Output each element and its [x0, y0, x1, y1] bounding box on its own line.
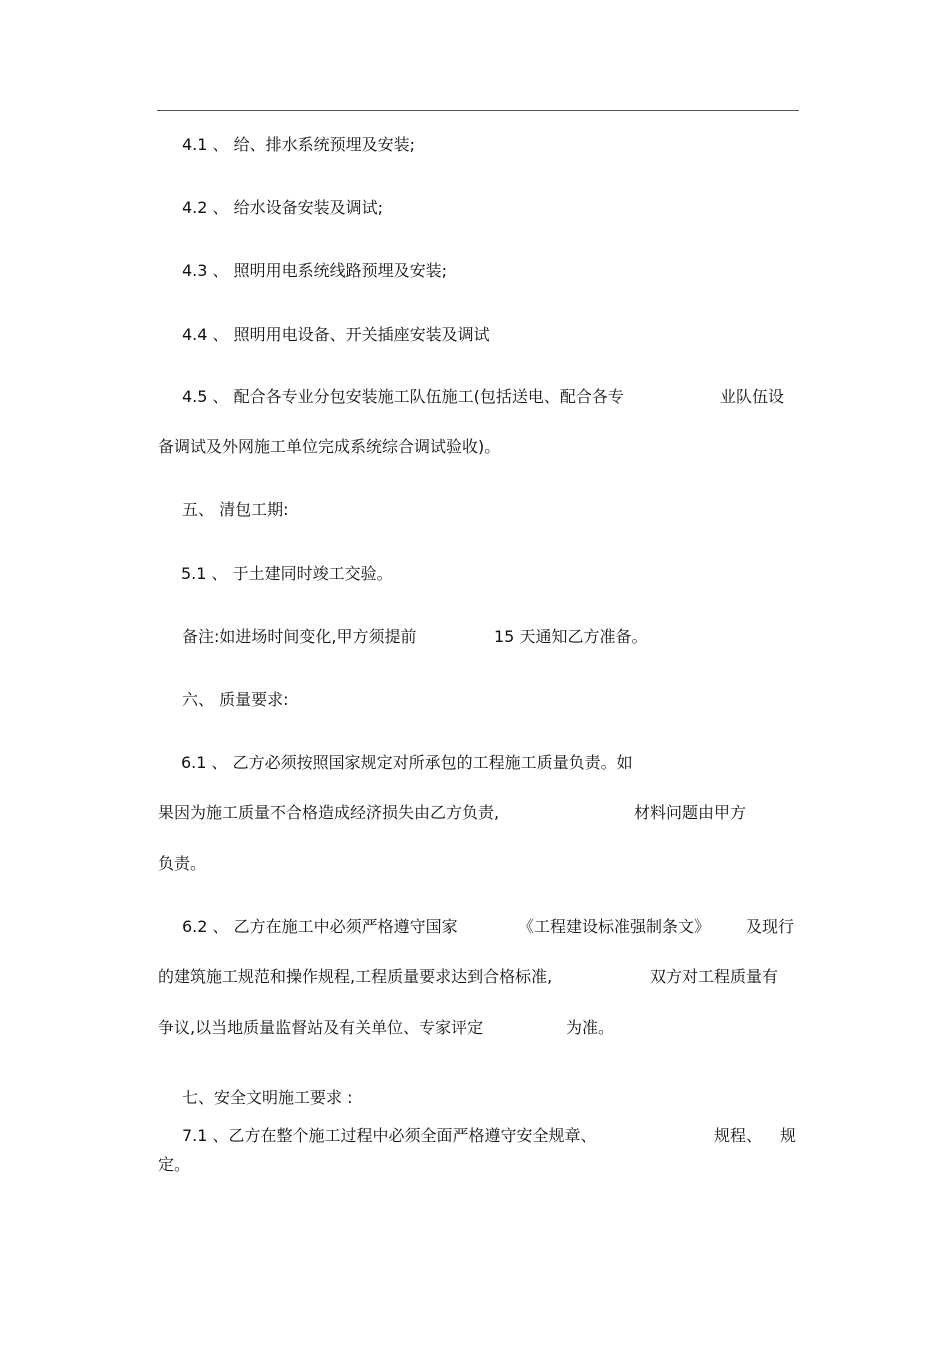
clause-6-2-standard-title: 《工程建设标准强制条文》 — [518, 917, 711, 936]
clause-4-3: 4.3 、 照明用电系统线路预埋及安装; — [182, 261, 448, 280]
remark-line-tail: 15 天通知乙方准备。 — [494, 627, 648, 646]
clause-6-2-line2: 的建筑施工规范和操作规程,工程质量要求达到合格标准, — [158, 967, 553, 986]
clause-4-5-line1: 4.5 、 配合各专业分包安装施工队伍施工(包括送电、配合各专 — [182, 387, 624, 406]
clause-5-1: 5.1 、 于土建同时竣工交验。 — [181, 564, 393, 583]
clause-6-2-line2-tail: 双方对工程质量有 — [650, 967, 779, 986]
clause-6-1-line2-tail: 材料问题由甲方 — [634, 803, 747, 822]
clause-7-1-line2: 定。 — [158, 1155, 191, 1174]
header-rule — [157, 110, 799, 111]
clause-6-2-line1: 6.2 、 乙方在施工中必须严格遵守国家 — [182, 917, 458, 936]
clause-7-1-line1-tail: 规 — [780, 1126, 797, 1145]
clause-7-1-line1-mid: 规程、 — [714, 1126, 763, 1145]
clause-4-4: 4.4 、 照明用电设备、开关插座安装及调试 — [182, 325, 490, 344]
clause-7-1-line1: 7.1 、乙方在整个施工过程中必须全面严格遵守安全规章、 — [182, 1126, 597, 1145]
clause-6-2-line1-tail: 及现行 — [746, 917, 795, 936]
clause-4-5-line1-tail: 业队伍设 — [720, 387, 785, 406]
clause-6-1-line2: 果因为施工质量不合格造成经济损失由乙方负责, — [158, 803, 500, 822]
section-7-heading: 七、安全文明施工要求 : — [182, 1088, 353, 1107]
remark-line: 备注:如进场时间变化,甲方须提前 — [182, 627, 417, 646]
clause-6-2-line3: 争议,以当地质量监督站及有关单位、专家评定 — [158, 1018, 484, 1037]
clause-4-2: 4.2 、 给水设备安装及调试; — [182, 198, 384, 217]
clause-4-1: 4.1 、 给、排水系统预埋及安装; — [182, 135, 416, 154]
clause-6-1-line1: 6.1 、 乙方必须按照国家规定对所承包的工程施工质量负责。如 — [181, 753, 633, 772]
clause-6-2-line3-tail: 为准。 — [566, 1018, 615, 1037]
clause-4-5-line2: 备调试及外网施工单位完成系统综合调试验收)。 — [158, 437, 501, 456]
clause-6-1-line3: 负责。 — [158, 854, 207, 873]
section-5-heading: 五、 清包工期: — [182, 500, 289, 519]
section-6-heading: 六、 质量要求: — [182, 690, 289, 709]
